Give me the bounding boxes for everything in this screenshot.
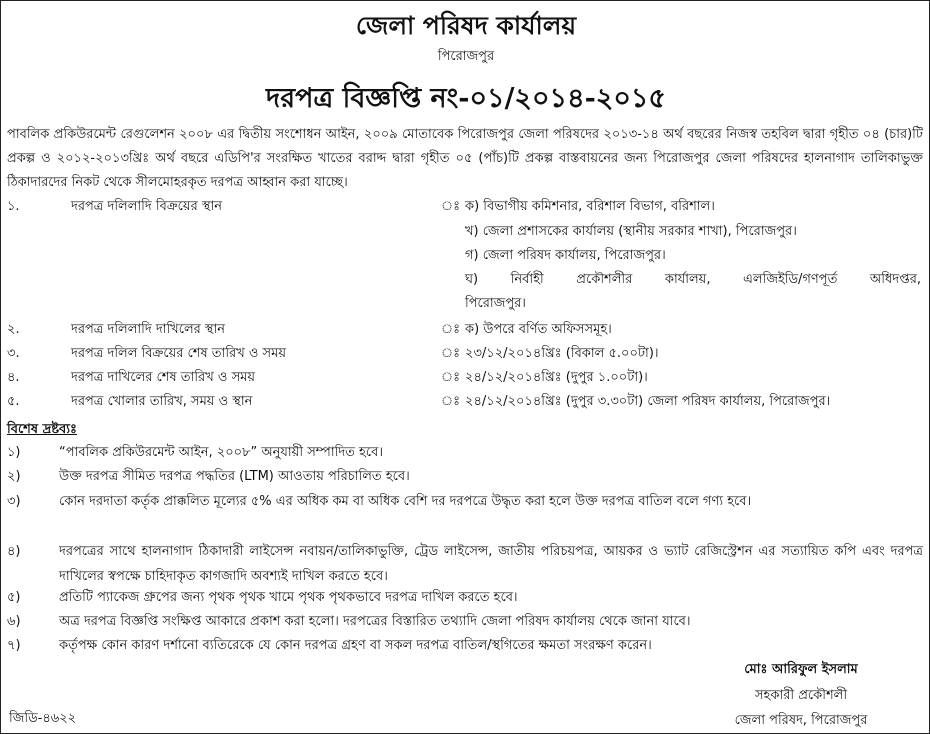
item-colon: ঃ	[441, 346, 461, 361]
location-subheading: পিরোজপুর	[437, 49, 495, 64]
special-notes-title: বিশেষ দ্রষ্টব্যঃ	[7, 422, 77, 437]
special-note	[7, 585, 923, 610]
notice-title: দরপত্র বিজ্ঞপ্তি নং-০১/২০১৪-২০১৫	[266, 83, 666, 114]
special-note	[7, 539, 923, 589]
item-value: ক) উপরে বর্ণিত অফিসসমূহ।	[465, 322, 612, 337]
signatory-office: জেলা পরিষদ, পিরোজপুর	[734, 713, 868, 728]
item-number: ৫.	[7, 394, 20, 409]
item-sale-place	[7, 195, 923, 218]
item-submission-deadline	[7, 366, 923, 389]
special-note	[7, 464, 923, 489]
reference-number: জিডি-৪৬২২	[9, 711, 77, 726]
special-note	[7, 609, 923, 634]
item-label: দরপত্র দাখিলের শেষ তারিখ ও সময়	[71, 370, 256, 385]
item-value: ক) বিভাগীয় কমিশনার, বরিশাল বিভাগ, বরিশাল।	[465, 199, 715, 214]
note-text: কর্তৃপক্ষ কোন কারণ দর্শানো ব্যতিরেকে যে কোন দরপত্র গ্রহণ বা সকল দরপত্র বাতিল/স্থগিতের ক্ষমতা সংরক্ষণ করেন।	[59, 638, 652, 653]
item-sale-place-c: গ) জেলা পরিষদ কার্যালয়, পিরোজপুর।	[465, 248, 666, 263]
item-colon: ঃ	[441, 322, 461, 337]
note-number: ৫)	[7, 590, 21, 605]
note-number: ৪)	[7, 544, 21, 559]
item-submission-place	[7, 318, 923, 341]
note-number: ২)	[7, 469, 21, 484]
signatory-designation: সহকারী প্রকৌশলী	[754, 688, 848, 703]
item-sale-deadline	[7, 342, 923, 365]
item-sale-place-d: ঘ) নির্বাহী প্রকৌশলীর কার্যালয়, এলজিইডি/গণপূর্ত অধিদপ্তর,	[465, 272, 921, 287]
item-value: ২৪/১২/২০১৪খ্রিঃ (দুপুর ১.০০টা)।	[465, 370, 648, 385]
item-label: দরপত্র দলিলাদি দাখিলের স্থান	[71, 322, 226, 337]
item-value: ২৪/১২/২০১৪খ্রিঃ (দুপুর ৩.৩০টা) জেলা পরিষদ কার্যালয়, পিরোজপুর।	[465, 394, 831, 409]
note-text: উক্ত দরপত্র সীমিত দরপত্র পদ্ধতির (LTM) আওতায় পরিচালিত হবে।	[59, 469, 410, 484]
item-number: ১.	[7, 199, 20, 214]
note-number: ১)	[7, 445, 21, 460]
item-colon: ঃ	[441, 394, 461, 409]
note-text: অত্র দরপত্র বিজ্ঞপ্তি সংক্ষিপ্ত আকারে প্রকাশ করা হলো। দরপত্রের বিস্তারিত তথ্যাদি জেলা পরিষদ কার্যালয় থেকে জানা যাবে।	[59, 614, 691, 629]
item-number: ৪.	[7, 370, 20, 385]
note-number: ৬)	[7, 614, 21, 629]
note-text: প্রতিটি প্যাকেজ গ্রুপের জন্য পৃথক পৃথক খামে পৃথক পৃথকভাবে দরপত্র দাখিল করতে হবে।	[59, 590, 518, 605]
office-heading: জেলা পরিষদ কার্যালয়	[355, 11, 577, 40]
item-colon: ঃ	[441, 199, 461, 214]
item-sale-place-b: খ) জেলা প্রশাসকের কার্যালয় (স্থানীয় সরকার শাখা), পিরোজপুর।	[465, 224, 797, 239]
item-label: দরপত্র দলিলাদি বিক্রয়ের স্থান	[71, 199, 222, 214]
item-opening	[7, 390, 923, 413]
item-value: ২৩/১২/২০১৪খ্রিঃ (বিকাল ৫.০০টা)।	[465, 346, 659, 361]
special-note	[7, 440, 923, 465]
note-number: ৩)	[7, 494, 21, 509]
item-number: ৩.	[7, 346, 20, 361]
item-label: দরপত্র খোলার তারিখ, সময় ও স্থান	[71, 394, 253, 409]
item-number: ২.	[7, 322, 20, 337]
item-colon: ঃ	[441, 370, 461, 385]
note-text: কোন দরদাতা কর্তৃক প্রাক্কলিত মূল্যের ৫% এর অধিক কম বা অধিক বেশি দর দরপত্রে উদ্ধৃত করা হলে উক্ত দরপত্র বাতিল বলে গণ্য হবে।	[59, 494, 752, 509]
item-label: দরপত্র দলিল বিক্রয়ের শেষ তারিখ ও সময়	[71, 346, 287, 361]
note-number: ৭)	[7, 638, 21, 653]
note-text: দরপত্রের সাথে হালনাগাদ ঠিকাদারী লাইসেন্স নবায়ন/তালিকাভুক্তি, ট্রেড লাইসেন্স, জাতীয় পরিচয়পত্র, আয়কর ও ভ্যাট রেজিস্ট্রেশন এর সত্যায়িত কপি এবং দরপত্র দাখিলের স্বপক্ষে চাহিদাকৃত কাগজাদি অবশ্যই দাখিল করতে হবে।	[59, 544, 923, 584]
intro-paragraph: পাবলিক প্রকিউরমেন্ট রেগুলেশন ২০০৮ এর দ্বিতীয় সংশোধন আইন, ২০০৯ মোতাবেক পিরোজপুর জেলা পরিষদের ২০১৩-১৪ অর্থ বছরের নিজস্ব তহবিল দ্বারা গৃহীত ০৪ (চার)টি প্রকল্প ও ২০১২-২০১৩খ্রিঃ অর্থ বছরে এডিপি'র সংরক্ষিত খাতের বরাদ্দ দ্বারা গৃহীত ০৫ (পাঁচ)টি প্রকল্প বাস্তবায়নের জন্য পিরোজপুর জেলা পরিষদের হালনাগাদ তালিকাভুক্ত ঠিকাদারদের নিকট থেকে সীলমোহরকৃত দরপত্র আহ্বান করা যাচ্ছে।	[7, 127, 923, 190]
special-note	[7, 489, 923, 539]
note-text: “পাবলিক প্রকিউরমেন্ট আইন, ২০০৮” অনুযায়ী সম্পাদিত হবে।	[59, 445, 383, 460]
signatory-name: মোঃ আরিফুল ইসলাম	[744, 662, 858, 677]
special-note	[7, 633, 923, 658]
item-sale-place-d-cont: পিরোজপুর।	[465, 296, 526, 311]
